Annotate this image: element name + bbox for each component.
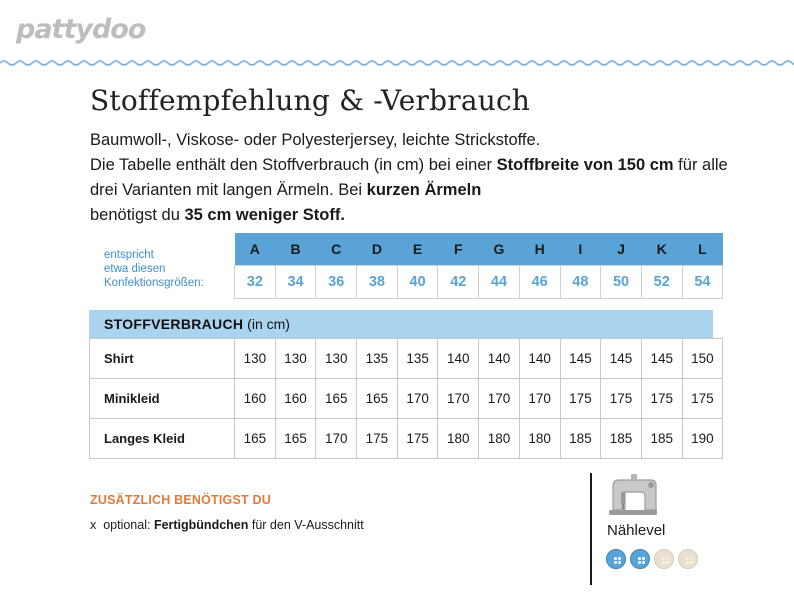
size-letter: F [438, 233, 479, 266]
size-number: 42 [438, 266, 479, 299]
size-number: 50 [601, 266, 642, 299]
usage-cell: 145 [560, 339, 601, 379]
usage-cell: 180 [479, 419, 520, 459]
sewing-level-label: Nählevel [607, 522, 666, 539]
size-letter: J [601, 233, 642, 266]
usage-cell: 135 [357, 339, 398, 379]
size-number: 38 [357, 266, 398, 299]
size-letter: L [682, 233, 723, 266]
divider-line [590, 473, 592, 585]
usage-cell: 140 [479, 339, 520, 379]
usage-cell: 170 [438, 379, 479, 419]
usage-cell: 175 [397, 419, 438, 459]
usage-cell: 140 [438, 339, 479, 379]
pattydoo-logo: pattydoo [16, 14, 146, 45]
size-table [234, 233, 723, 299]
page-title: Stoffempfehlung & -Verbrauch [90, 84, 531, 117]
fabric-width-note: Stoffbreite von 150 cm [496, 156, 674, 174]
table-row [90, 379, 723, 419]
usage-cell: 160 [235, 379, 276, 419]
extra-materials-item: x optional: Fertigbündchen für den V-Ausschnitt [90, 518, 364, 532]
size-number: 44 [479, 266, 520, 299]
size-number: 40 [397, 266, 438, 299]
usage-cell: 175 [641, 379, 682, 419]
usage-cell: 140 [519, 339, 560, 379]
usage-cell: 130 [275, 339, 316, 379]
usage-cell: 145 [601, 339, 642, 379]
intro-line-3-start: benötigst du [90, 206, 185, 224]
usage-cell: 130 [235, 339, 276, 379]
usage-cell: 135 [397, 339, 438, 379]
usage-cell: 150 [682, 339, 723, 379]
wave-divider [0, 52, 794, 74]
usage-cell: 180 [519, 419, 560, 459]
size-letter: K [641, 233, 682, 266]
sewing-level-rating [606, 549, 698, 569]
size-numbers-row [235, 266, 723, 299]
size-number: 48 [560, 266, 601, 299]
usage-cell: 180 [438, 419, 479, 459]
usage-cell: 165 [357, 379, 398, 419]
usage-cell: 165 [235, 419, 276, 459]
fabric-usage-header: STOFFVERBRAUCH (in cm) [89, 310, 713, 338]
size-number: 46 [519, 266, 560, 299]
level-button-empty [678, 549, 698, 569]
sizes-label: entspricht etwa diesen Konfektionsgrößen: [104, 249, 204, 289]
size-letter: G [479, 233, 520, 266]
usage-cell: 185 [560, 419, 601, 459]
usage-cell: 175 [682, 379, 723, 419]
usage-cell: 175 [560, 379, 601, 419]
usage-cell: 170 [397, 379, 438, 419]
size-number: 52 [641, 266, 682, 299]
intro-text [90, 128, 730, 228]
table-row [90, 339, 723, 379]
usage-cell: 170 [479, 379, 520, 419]
usage-cell: 160 [275, 379, 316, 419]
intro-line-2-start: Die Tabelle enthält den Stoffverbrauch (in cm) bei einer [90, 156, 497, 174]
usage-cell: 185 [601, 419, 642, 459]
sewing-machine-icon [605, 472, 661, 518]
size-number: 32 [235, 266, 276, 299]
usage-cell: 170 [519, 379, 560, 419]
table-row [90, 419, 723, 459]
size-letters-row [235, 233, 723, 266]
row-label: Shirt [90, 339, 235, 379]
size-number: 36 [316, 266, 357, 299]
size-letter: E [397, 233, 438, 266]
less-fabric-note: 35 cm weniger Stoff. [184, 206, 345, 224]
fabric-usage-table [89, 338, 723, 459]
level-button-filled [630, 549, 650, 569]
usage-cell: 185 [641, 419, 682, 459]
size-letter: C [316, 233, 357, 266]
usage-cell: 145 [641, 339, 682, 379]
size-letter: B [275, 233, 316, 266]
level-button-filled [606, 549, 626, 569]
size-number: 54 [682, 266, 723, 299]
usage-cell: 175 [601, 379, 642, 419]
intro-line-2-mid: für alle drei Varianten mit langen Ärmeln. Bei [90, 156, 728, 199]
size-letter: D [357, 233, 398, 266]
level-button-empty [654, 549, 674, 569]
intro-line-1: Baumwoll-, Viskose- oder Polyesterjersey, leichte Strickstoffe. [90, 131, 541, 149]
row-label: Langes Kleid [90, 419, 235, 459]
usage-cell: 165 [316, 379, 357, 419]
short-sleeves-note: kurzen Ärmeln [366, 181, 482, 199]
extra-materials-title: ZUSÄTZLICH BENÖTIGST DU [90, 493, 271, 507]
size-letter: H [519, 233, 560, 266]
size-letter: I [560, 233, 601, 266]
usage-cell: 130 [316, 339, 357, 379]
size-letter: A [235, 233, 276, 266]
usage-cell: 170 [316, 419, 357, 459]
row-label: Minikleid [90, 379, 235, 419]
size-number: 34 [275, 266, 316, 299]
usage-cell: 175 [357, 419, 398, 459]
usage-cell: 165 [275, 419, 316, 459]
usage-cell: 190 [682, 419, 723, 459]
